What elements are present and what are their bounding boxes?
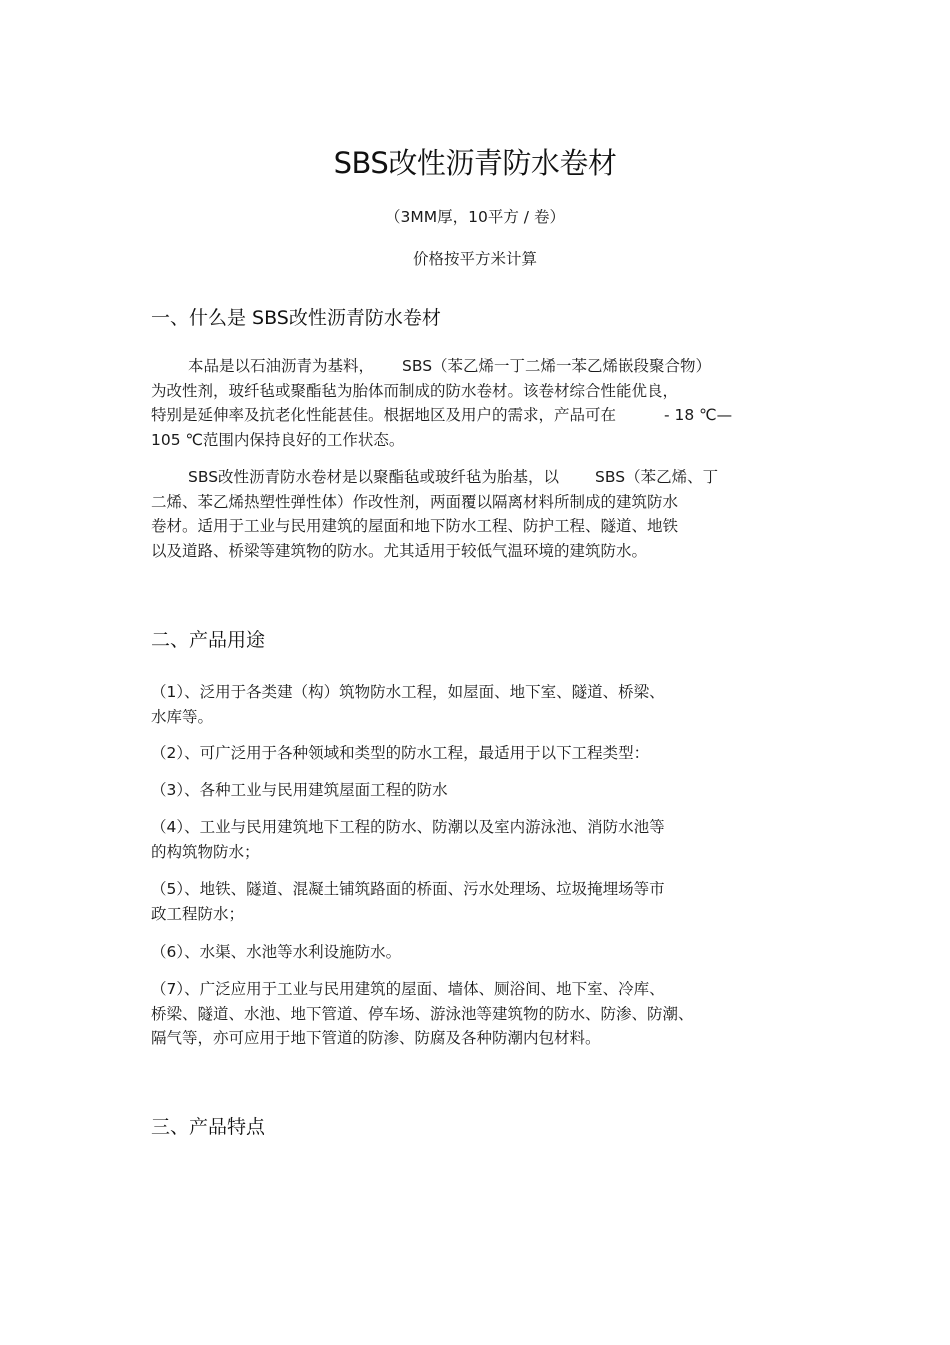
section1-paragraph-2: [151, 465, 811, 563]
paragraph-line: 隔气等，亦可应用于地下管道的防渗、防腐及各种防潮内包材料。: [151, 1029, 601, 1047]
paragraph-line: （5）、地铁、隧道、混凝土铺筑路面的桥面、污水处理场、垃圾掩埋场等市: [151, 880, 665, 898]
section1-paragraph-1: [151, 354, 811, 452]
use-item-7: [151, 977, 811, 1051]
text-fragment: - 18 ℃—: [664, 406, 733, 424]
use-item-4: [151, 815, 811, 864]
paragraph-line: 的构筑物防水；: [151, 842, 260, 861]
paragraph-line: 水库等。: [151, 707, 214, 726]
text-fragment: SBS（苯乙烯、丁: [595, 468, 719, 486]
section-heading-what-is: 一、什么是 SBS改性沥青防水卷材: [151, 307, 441, 329]
paragraph-line: （1）、泛用于各类建（构）筑物防水工程，如屋面、地下室、隧道、桥梁、: [151, 683, 665, 701]
use-item-5: [151, 877, 811, 926]
paragraph-line: 桥梁、隧道、水池、地下管道、停车场、游泳池等建筑物的防水、防渗、防潮、: [151, 1004, 694, 1023]
paragraph-line: 以及道路、桥梁等建筑物的防水。尤其适用于较低气温环境的建筑防水。: [151, 541, 648, 560]
text-fragment: 特别是延伸率及抗老化性能甚佳。根据地区及用户的需求，产品可在: [151, 406, 617, 424]
paragraph-line: [151, 403, 811, 428]
paragraph-line: （3）、各种工业与民用建筑屋面工程的防水: [151, 781, 448, 799]
text-fragment: SBS（苯乙烯一丁二烯一苯乙烯嵌段聚合物）: [402, 357, 712, 375]
document-title: SBS改性沥青防水卷材: [333, 146, 617, 180]
text-fragment: 本品是以石油沥青为基料，: [188, 357, 375, 375]
use-item-3: [151, 778, 811, 803]
paragraph-line: [151, 465, 811, 490]
paragraph-line: [151, 354, 811, 379]
text-fragment: SBS改性沥青防水卷材是以聚酯毡或玻纤毡为胎基，以: [188, 468, 560, 486]
section-heading-features: 三、产品特点: [151, 1116, 266, 1138]
paragraph-line: （6）、水渠、水池等水利设施防水。: [151, 943, 402, 961]
section-heading-uses: 二、产品用途: [151, 629, 266, 651]
paragraph-line: 105 ℃范围内保持良好的工作状态。: [151, 430, 405, 449]
price-note: 价格按平方米计算: [412, 250, 537, 268]
paragraph-line: （4）、工业与民用建筑地下工程的防水、防潮以及室内游泳池、消防水池等: [151, 818, 665, 836]
paragraph-line: 为改性剂，玻纤毡或聚酯毡为胎体而制成的防水卷材。该卷材综合性能优良，: [151, 381, 679, 400]
spec-subtitle: （3MM厚，10平方 / 卷）: [385, 208, 565, 226]
use-item-6: [151, 940, 811, 965]
use-item-2: [151, 741, 811, 766]
paragraph-line: 政工程防水；: [151, 904, 245, 923]
paragraph-line: （7）、广泛应用于工业与民用建筑的屋面、墙体、厕浴间、地下室、冷库、: [151, 980, 665, 998]
use-item-1: [151, 680, 811, 729]
paragraph-line: 卷材。适用于工业与民用建筑的屋面和地下防水工程、防护工程、隧道、地铁: [151, 517, 679, 535]
paragraph-line: （2）、可广泛用于各种领域和类型的防水工程，最适用于以下工程类型：: [151, 744, 650, 762]
paragraph-line: 二烯、苯乙烯热塑性弹性体）作改性剂，两面覆以隔离材料所制成的建筑防水: [151, 492, 679, 511]
